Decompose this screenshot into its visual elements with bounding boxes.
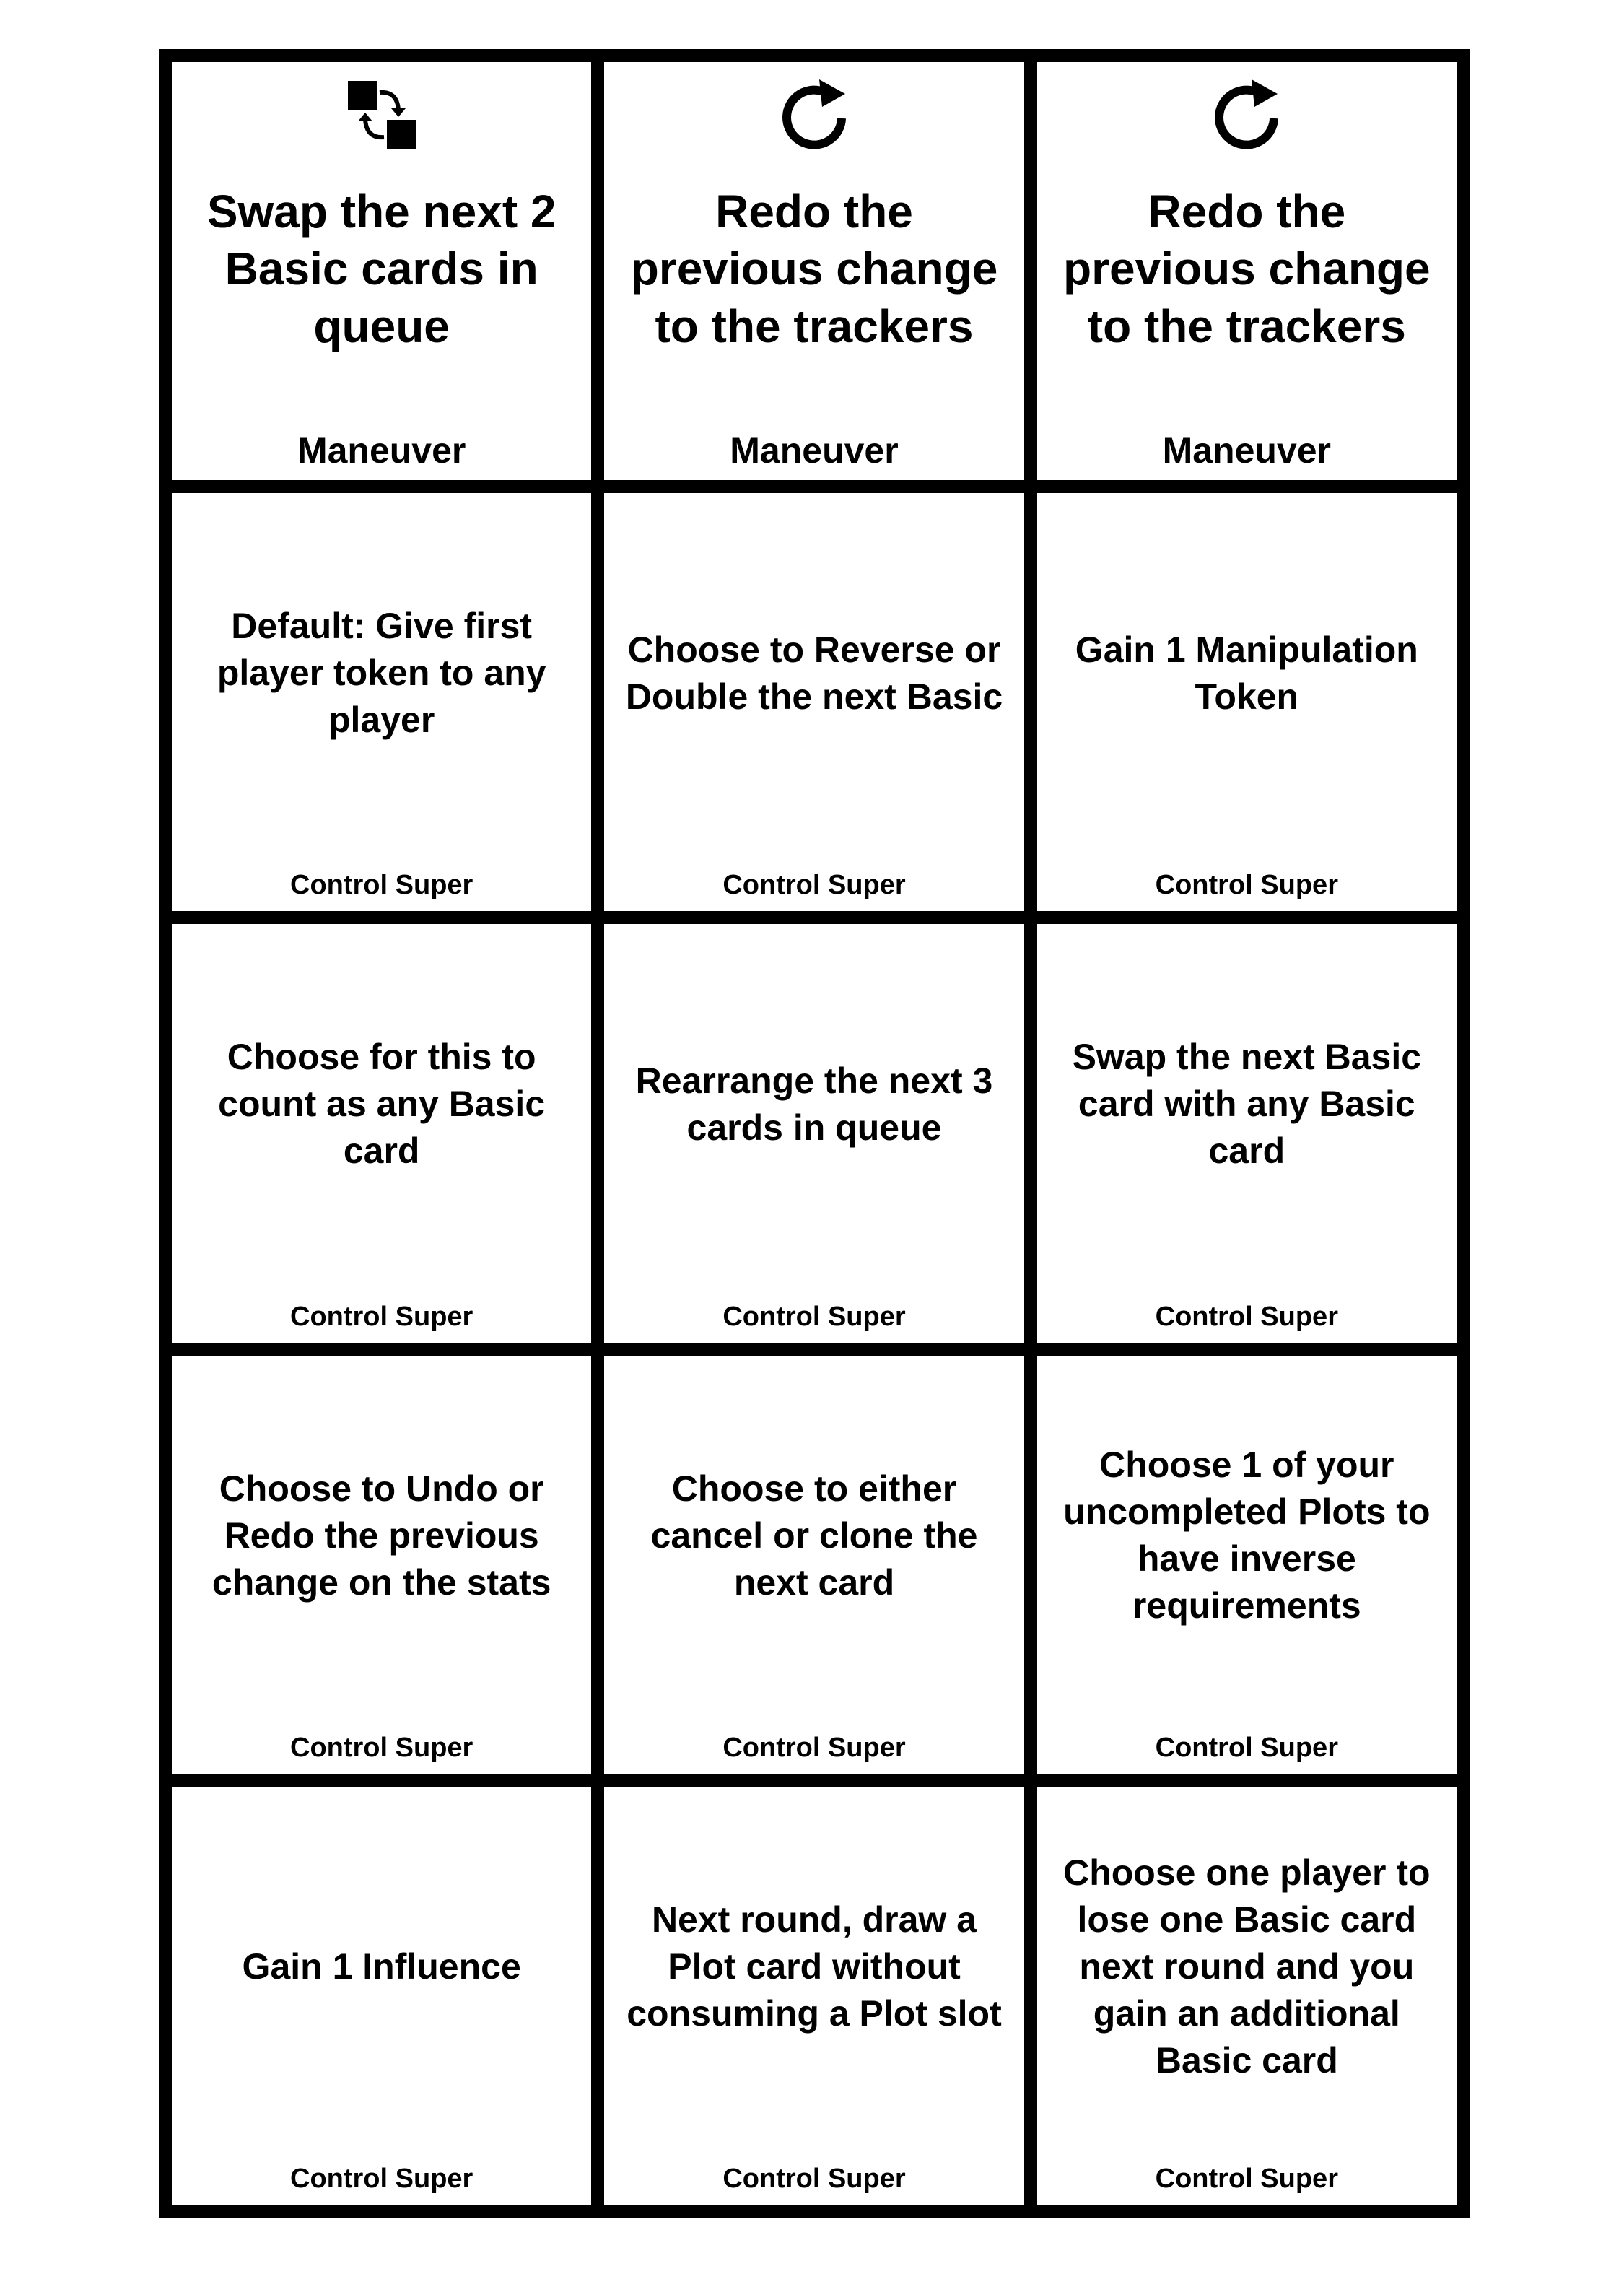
card-text: Choose to either cancel or clone the next card <box>650 1468 978 1603</box>
card-swap-basic <box>172 62 591 480</box>
card-text: Rearrange the next 3 cards in queue <box>635 1060 993 1148</box>
swap-icon <box>342 75 422 154</box>
card-cancel-clone <box>604 1356 1023 1774</box>
redo-icon <box>774 75 854 154</box>
card-redo-trackers <box>1037 62 1457 480</box>
card-manipulation-token <box>1037 493 1457 911</box>
card-type: Control Super <box>1155 870 1338 901</box>
card-any-basic <box>172 924 591 1342</box>
card-swap-any-basic <box>1037 924 1457 1342</box>
card-text: Choose 1 of your uncompleted Plots to have inverse requirements <box>1063 1445 1431 1626</box>
card-text: Redo the previous change to the trackers <box>1063 186 1431 352</box>
card-type: Maneuver <box>1162 430 1332 471</box>
redo-icon <box>1207 75 1286 154</box>
card-type: Control Super <box>722 1301 906 1332</box>
card-type: Control Super <box>290 870 473 901</box>
card-text: Choose one player to lose one Basic card next round and you gain an additional Basic card <box>1063 1852 1431 2081</box>
card-text: Swap the next 2 Basic cards in queue <box>206 186 556 352</box>
card-first-player-token <box>172 493 591 911</box>
card-text: Choose to Undo or Redo the previous change on the stats <box>211 1468 551 1603</box>
card-type: Control Super <box>722 870 906 901</box>
card-rearrange-queue <box>604 924 1023 1342</box>
card-type: Maneuver <box>730 430 899 471</box>
card-free-plot <box>604 1787 1023 2205</box>
card-type: Control Super <box>1155 1301 1338 1332</box>
card-undo-redo-stats <box>172 1356 591 1774</box>
card-reverse-double <box>604 493 1023 911</box>
card-type: Maneuver <box>297 430 466 471</box>
card-sheet <box>159 49 1470 2218</box>
card-text: Choose to Reverse or Double the next Basic <box>625 629 1003 717</box>
card-type: Control Super <box>1155 1732 1338 1763</box>
card-type: Control Super <box>722 1732 906 1763</box>
card-type: Control Super <box>290 1301 473 1332</box>
card-type: Control Super <box>290 1732 473 1763</box>
card-gain-influence <box>172 1787 591 2205</box>
card-text: Redo the previous change to the trackers <box>630 186 998 352</box>
card-type: Control Super <box>1155 2164 1338 2194</box>
card-steal-basic <box>1037 1787 1457 2205</box>
card-inverse-plot <box>1037 1356 1457 1774</box>
card-text: Swap the next Basic card with any Basic card <box>1072 1037 1422 1172</box>
card-type: Control Super <box>722 2164 906 2194</box>
card-redo-trackers <box>604 62 1023 480</box>
card-text: Gain 1 Manipulation Token <box>1075 629 1418 717</box>
card-text: Next round, draw a Plot card without consuming a Plot slot <box>627 1899 1002 2034</box>
card-text: Choose for this to count as any Basic card <box>218 1037 546 1172</box>
card-type: Control Super <box>290 2164 473 2194</box>
card-text: Gain 1 Influence <box>242 1946 521 1987</box>
card-text: Default: Give first player token to any player <box>217 606 546 741</box>
